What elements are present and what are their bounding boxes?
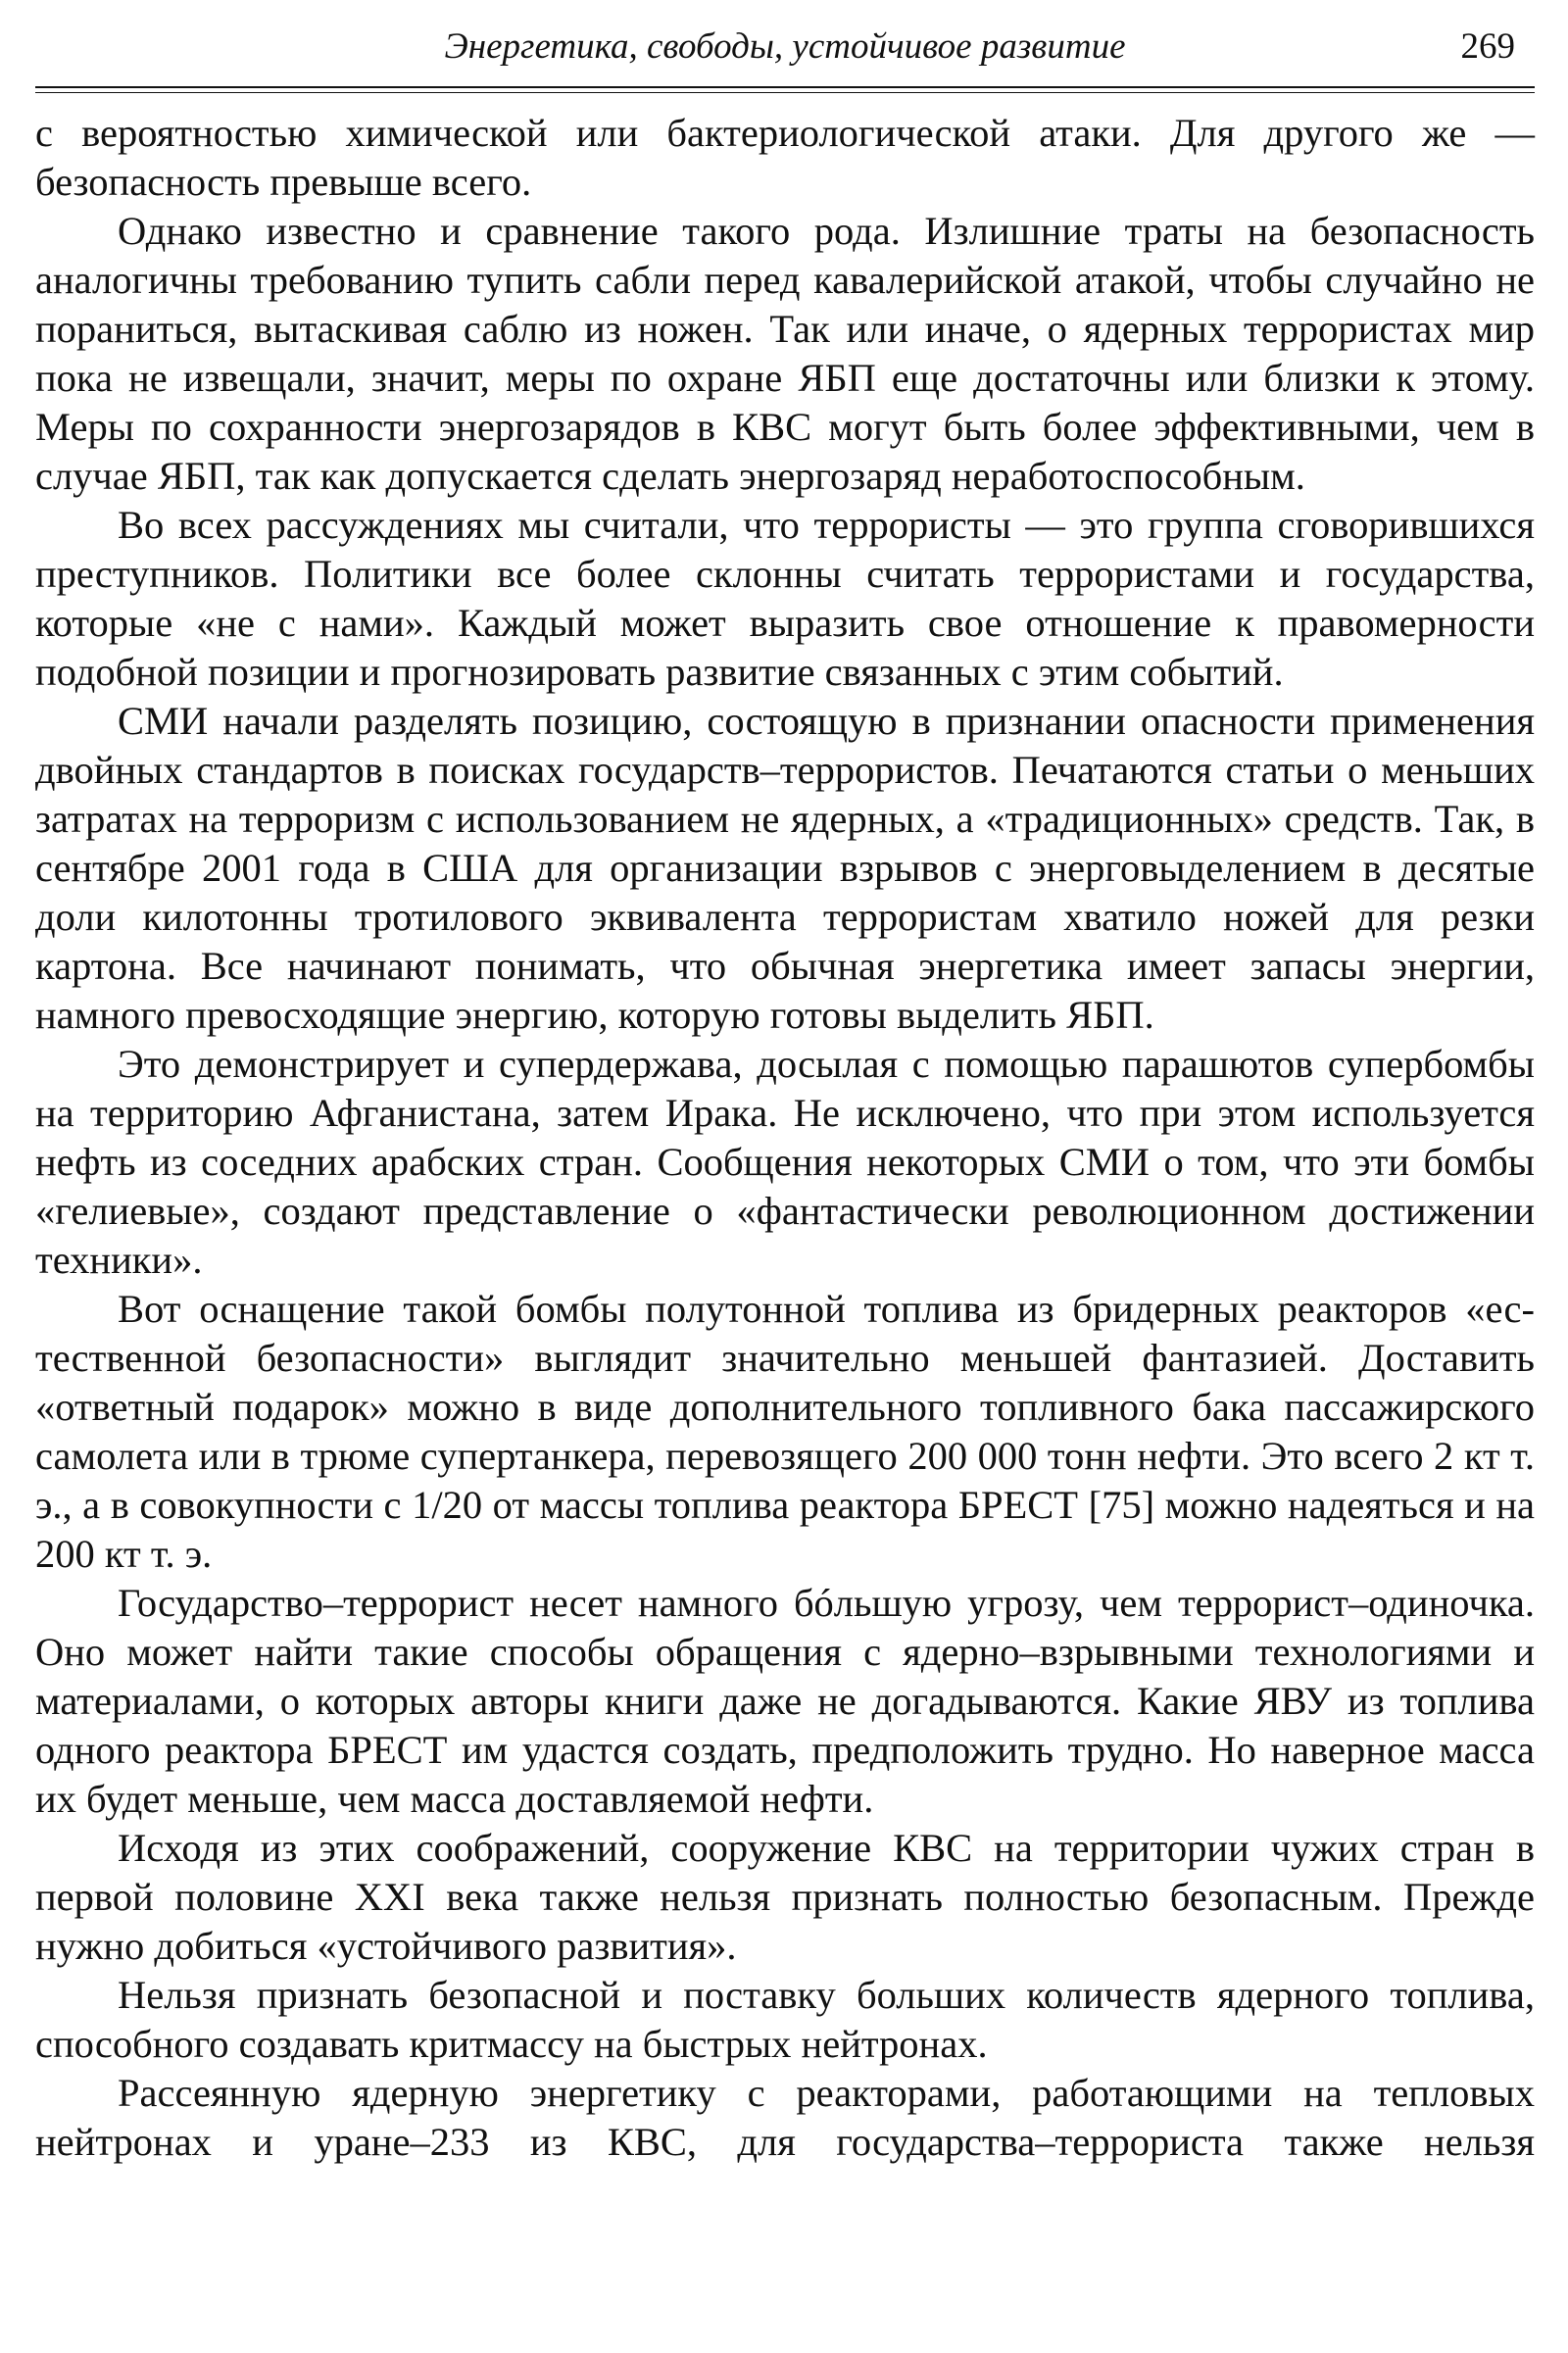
- paragraph: Государство–террорист несет намного бóльшую угрозу, чем террорист–одиночка. Оно может найти такие способы обращения с ядерно–взрывными технологиями и материалами, о которых авторы книги даже не догадываются. Какие ЯВУ из топлива одного реактора БРЕСТ им удастся создать, предположить трудно. Но наверное масса их будет меньше, чем масса доставляемой нефти.: [35, 1581, 1535, 1821]
- paragraph: с вероятностью химической или бактериологической атаки. Для другого же — безопасность превыше всего.: [35, 111, 1535, 204]
- running-title: Энергетика, свободы, устойчивое развитие: [444, 26, 1126, 67]
- paragraph: Вот оснащение такой бомбы полутонной топлива из бридерных реакторов «естественной безопасности» выглядит значительно меньшей фантазией. Доставить «ответный подарок» можно в виде дополнительного топливного бака пассажирского самолета или в трюме супертанкера, перевозящего 200 000 тонн нефти. Это всего 2 кт т. э., а в совокупности с 1/20 от массы топлива реактора БРЕСТ [75] можно надеяться и на 200 кт т. э.: [35, 1287, 1535, 1576]
- paragraph: Нельзя признать безопасной и поставку больших количеств ядерного топлива, способного создавать критмассу на быстрых нейтронах.: [35, 1973, 1535, 2066]
- paragraph: Во всех рассуждениях мы считали, что террористы — это группа сговорившихся преступников. Политики все более склонны считать террористами и государства, которые «не с нами». Каждый может выразить свое отношение к правомерности подобной позиции и прогнозировать развитие связанных с этим событий.: [35, 503, 1535, 694]
- paragraph: СМИ начали разделять позицию, состоящую в признании опасности применения двойных стандартов в поисках государств–террористов. Печатаются статьи о меньших затратах на терроризм с использованием не ядерных, а «традиционных» средств. Так, в сентябре 2001 года в США для организации взрывов с энерговыделением в десятые доли килотонны тротилового эквивалента террористам хватило ножей для резки картона. Все начинают понимать, что обычная энергетика имеет запасы энергии, намного превосходящие энергию, которую готовы выделить ЯБП.: [35, 699, 1535, 1037]
- paragraph: Исходя из этих соображений, сооружение КВС на территории чужих стран в первой половине XXI века также нельзя признать полностью безопасным. Прежде нужно добиться «устойчивого развития».: [35, 1826, 1535, 1968]
- page-number: 269: [1460, 26, 1515, 67]
- header-rule: [35, 86, 1535, 93]
- paragraph: Рассеянную ядерную энергетику с реакторами, работающими на тепловых нейтронах и уране–233 из КВС, для государства–террориста также нельзя: [35, 2071, 1535, 2164]
- book-page: [35, 22, 1535, 2167]
- paragraph: Это демонстрирует и супердержава, досылая с помощью парашютов супербомбы на территорию Афганистана, затем Ирака. Не исключено, что при этом используется нефть из соседних арабских стран. Сообщения некоторых СМИ о том, что эти бомбы «гелиевые», создают представление о «фантастически революционном достижении техники».: [35, 1042, 1535, 1282]
- paragraph: Однако известно и сравнение такого рода. Излишние траты на безопасность аналогичны требованию тупить сабли перед кавалерийской атакой, чтобы случайно не пораниться, вытаскивая саблю из ножен. Так или иначе, о ядерных террористах мир пока не извещали, значит, меры по охране ЯБП еще достаточны или близки к этому. Меры по сохранности энергозарядов в КВС могут быть более эффективными, чем в случае ЯБП, так как допускается сделать энергозаряд неработоспособным.: [35, 209, 1535, 498]
- running-header: [35, 22, 1535, 73]
- body-text: [35, 109, 1535, 2167]
